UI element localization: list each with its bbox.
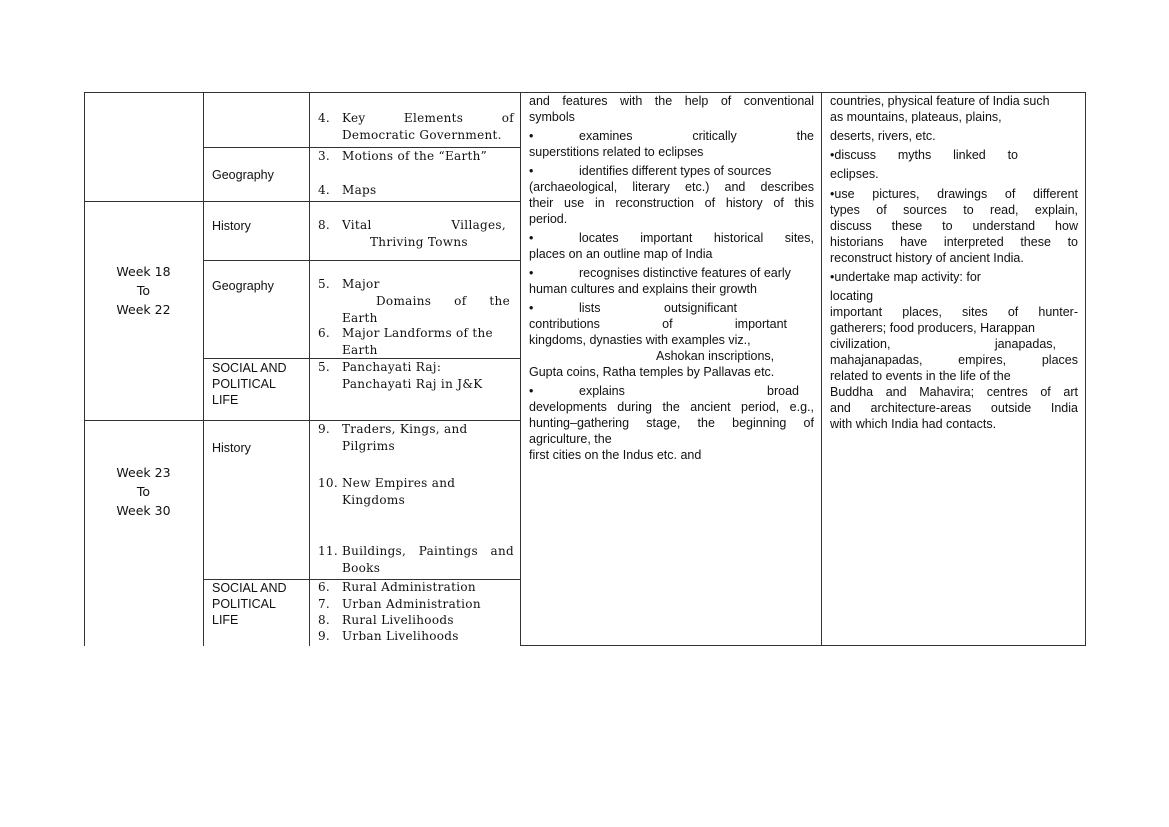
chapter-title <box>342 325 514 359</box>
table-bottom-border-merged <box>520 645 1086 646</box>
outcome-text: lists outsignificant <box>579 301 737 315</box>
bullet-icon: • <box>529 129 534 143</box>
chapter-number: 7. <box>318 597 331 611</box>
chapter-number: 4. <box>318 111 331 125</box>
chapter-title-line: Buildings, Paintings and <box>342 544 514 558</box>
chapter-title: Rural Livelihoods <box>342 613 454 627</box>
subject-line: SOCIAL AND <box>212 361 287 375</box>
week-start: Week 23 <box>116 465 171 480</box>
chapter-number: 11. <box>318 544 338 558</box>
chapter-title <box>342 475 514 509</box>
pedagogical-processes <box>830 93 1078 432</box>
outcome-text: examines critically the <box>579 129 814 143</box>
chapter-title <box>342 543 514 577</box>
outcome-text: identifies different types of sources <box>579 164 772 178</box>
col-border-chapter-left <box>309 92 310 646</box>
bullet-icon: • <box>529 266 534 280</box>
outcome-line: developments during the ancient period, e.g., <box>529 400 814 414</box>
week-end: Week 22 <box>116 302 171 317</box>
chapter-number: 8. <box>318 613 331 627</box>
chapter-title-line: Major <box>342 277 380 291</box>
chapter-title-line: Panchayati Raj in J&K <box>342 377 483 391</box>
chapter-title <box>342 217 514 251</box>
chapter-title: Maps <box>342 183 377 197</box>
week-to: To <box>136 484 151 499</box>
chapter-title-line: Major Landforms of the <box>342 326 493 340</box>
chapter-title-line: Pilgrims <box>342 439 395 453</box>
outcome-bullet-line <box>529 230 814 246</box>
chapter-title-line: Kingdoms <box>342 493 406 507</box>
chapter-title-line: Domains of the <box>376 294 510 308</box>
chapter-number: 6. <box>318 326 331 340</box>
subject-geography: Geography <box>212 279 274 293</box>
chapter-title <box>342 421 514 455</box>
pedagogy-line: •use pictures, drawings of different <box>830 187 1078 201</box>
pedagogy-line: types of sources to read, explain, <box>830 203 1078 217</box>
pedagogy-line: Buddha and Mahavira; centres of art <box>830 385 1078 399</box>
outcome-line: their use in reconstruction of history of this <box>529 196 814 210</box>
pedagogy-line: important places, sites of hunter- <box>830 305 1078 319</box>
outcome-line: first cities on the Indus etc. and <box>529 448 702 462</box>
subject-social-political-life <box>212 580 287 628</box>
subject-line: POLITICAL <box>212 597 276 611</box>
chapter-title <box>342 276 514 327</box>
col-border-subject-left <box>203 92 204 646</box>
outcome-line: (archaeological, literary etc.) and describes <box>529 180 814 194</box>
outcome-line: superstitions related to eclipses <box>529 145 704 159</box>
week-end: Week 30 <box>116 503 171 518</box>
outcome-line: contributions of important <box>529 317 787 331</box>
bullet-icon: • <box>529 301 534 315</box>
row-border-week18 <box>84 201 520 202</box>
bullet-icon: • <box>529 164 534 178</box>
chapter-number: 9. <box>318 629 331 643</box>
chapter-title-line: Thriving Towns <box>370 235 468 249</box>
subject-history: History <box>212 219 251 233</box>
outcome-line: and features with the help of conventional <box>529 94 814 108</box>
outcome-text: recognises distinctive features of early <box>579 266 791 280</box>
bullet-icon: • <box>529 231 534 245</box>
learning-outcomes <box>529 93 814 463</box>
subject-line: LIFE <box>212 613 239 627</box>
pedagogy-line: discuss these to understand how <box>830 219 1078 233</box>
outcome-line: Gupta coins, Ratha temples by Pallavas etc. <box>529 365 775 379</box>
week-range-23-30 <box>84 463 203 520</box>
chapter-title <box>342 110 514 144</box>
outcome-bullet-line <box>529 300 737 316</box>
outcome-line: symbols <box>529 110 575 124</box>
week-to: To <box>136 283 151 298</box>
chapter-number: 6. <box>318 580 331 594</box>
chapter-title-line: Panchayati Raj: <box>342 360 442 374</box>
chapter-number: 3. <box>318 149 331 163</box>
outcome-bullet-line <box>529 163 814 179</box>
outcome-bullet-line <box>529 383 799 399</box>
chapter-title-line: Vital Villages, <box>342 218 506 232</box>
outcome-line: period. <box>529 212 568 226</box>
week-range-18-22 <box>84 262 203 319</box>
chapter-number: 5. <box>318 360 331 374</box>
chapter-title-line: Earth <box>342 311 378 325</box>
outcome-bullet-line <box>529 265 814 281</box>
pedagogy-line: reconstruct history of ancient India. <box>830 251 1024 265</box>
chapter-number: 5. <box>318 277 331 291</box>
pedagogy-line: civilization, janapadas, <box>830 337 1056 351</box>
pedagogy-line: as mountains, plateaus, plains, <box>830 110 1002 124</box>
outcome-text: locates important historical sites, <box>579 231 814 245</box>
outcome-text: explains broad <box>579 384 799 398</box>
pedagogy-line: locating <box>830 289 874 303</box>
week-start: Week 18 <box>116 264 171 279</box>
row-border-geo2 <box>203 260 520 261</box>
chapter-number: 9. <box>318 422 331 436</box>
chapter-title: Urban Administration <box>342 597 481 611</box>
outcome-line: agriculture, the <box>529 432 612 446</box>
col-border-pedagogy-left <box>821 92 822 646</box>
outcome-bullet-line <box>529 128 814 144</box>
subject-history: History <box>212 441 251 455</box>
chapter-number: 10. <box>318 476 338 490</box>
chapter-title <box>342 359 514 393</box>
chapter-title: Rural Administration <box>342 580 476 594</box>
pedagogy-line: deserts, rivers, etc. <box>830 129 936 143</box>
pedagogy-line: and architecture-areas outside India <box>830 401 1078 415</box>
pedagogy-line: mahajanapadas, empires, places <box>830 353 1078 367</box>
outcome-line: human cultures and explains their growth <box>529 282 757 296</box>
bullet-icon: • <box>529 384 534 398</box>
subject-line: LIFE <box>212 393 239 407</box>
chapter-title-line: Democratic Government. <box>342 128 502 142</box>
outcome-line: places on an outline map of India <box>529 247 713 261</box>
outcome-line: Ashokan inscriptions, <box>656 349 775 363</box>
chapter-title-line: Books <box>342 561 381 575</box>
subject-line: SOCIAL AND <box>212 581 287 595</box>
chapter-title: Urban Livelihoods <box>342 629 459 643</box>
subject-line: POLITICAL <box>212 377 276 391</box>
subject-social-political-life <box>212 360 287 408</box>
pedagogy-line: •undertake map activity: for <box>830 270 981 284</box>
chapter-title-line: Earth <box>342 343 378 357</box>
col-border-right <box>1085 92 1086 646</box>
pedagogy-line: historians have interpreted these to <box>830 235 1078 249</box>
chapter-title-line: New Empires and <box>342 476 456 490</box>
chapter-number: 4. <box>318 183 331 197</box>
chapter-title: Motions of the “Earth” <box>342 149 488 163</box>
chapter-title-line: Key Elements of <box>342 111 514 125</box>
pedagogy-line: •discuss myths linked to <box>830 148 1018 162</box>
col-border-outcomes-left <box>520 92 521 646</box>
subject-geography: Geography <box>212 168 274 182</box>
col-border-week-left <box>84 92 85 646</box>
outcome-line: hunting–gathering stage, the beginning of <box>529 416 814 430</box>
pedagogy-line: eclipses. <box>830 167 879 181</box>
pedagogy-line: related to events in the life of the <box>830 369 1011 383</box>
chapter-number: 8. <box>318 218 331 232</box>
pedagogy-line: with which India had contacts. <box>830 417 997 431</box>
outcome-line: kingdoms, dynasties with examples viz., <box>529 333 751 347</box>
chapter-title-line: Traders, Kings, and <box>342 422 468 436</box>
pedagogy-line: gatherers; food producers, Harappan <box>830 321 1035 335</box>
pedagogy-line: countries, physical feature of India such <box>830 94 1050 108</box>
